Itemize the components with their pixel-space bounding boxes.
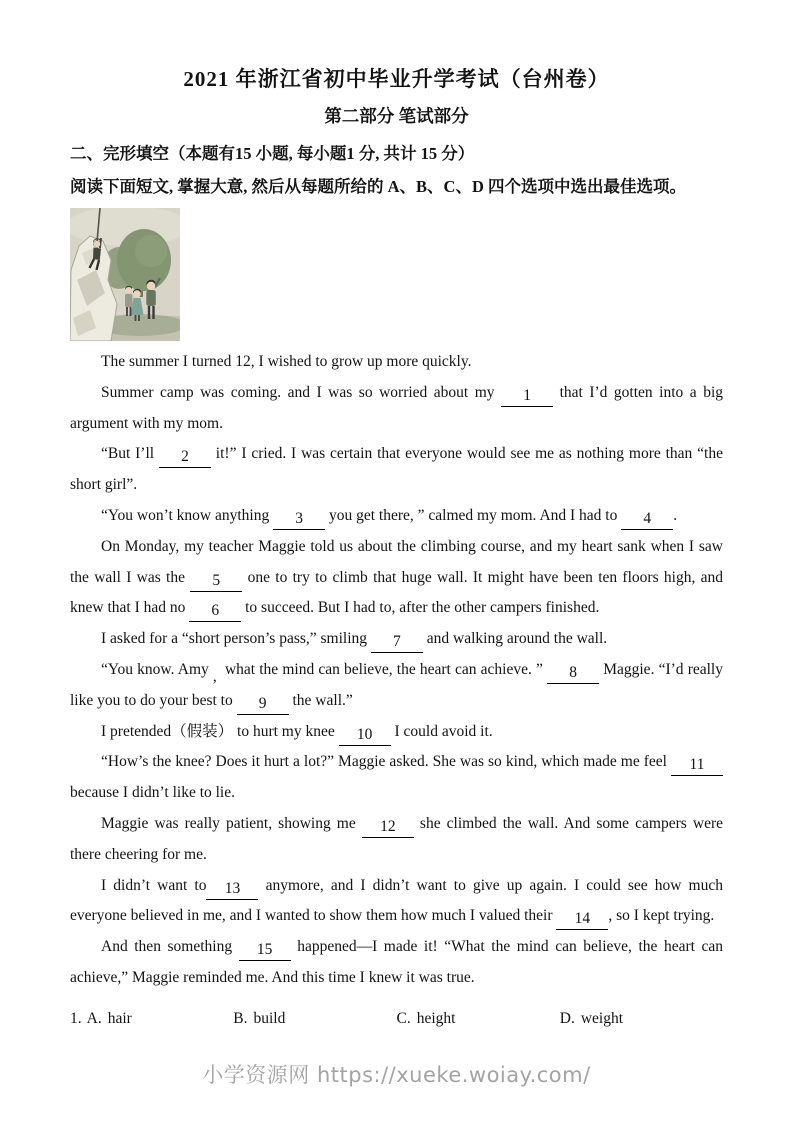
cloze-blank-4: 4 bbox=[621, 509, 673, 530]
cloze-blank-10: 10 bbox=[339, 725, 391, 746]
option-a-label: A. bbox=[86, 1009, 102, 1027]
cloze-blank-14: 14 bbox=[556, 909, 608, 930]
cloze-blank-5: 5 bbox=[190, 571, 242, 592]
cloze-blank-3: 3 bbox=[273, 509, 325, 530]
option-a-text: hair bbox=[107, 1009, 132, 1027]
passage-paragraph: And then something 15 happened—I made it! “What the mind can believe, the heart can achieve,” Maggie reminded me. And this time I knew it was true. bbox=[70, 938, 723, 986]
option-d-label: D. bbox=[559, 1009, 575, 1027]
cloze-blank-6: 6 bbox=[189, 601, 241, 622]
question-1-options bbox=[70, 1003, 723, 1034]
cloze-blank-7: 7 bbox=[371, 632, 423, 653]
option-b-text: build bbox=[253, 1009, 286, 1027]
passage-paragraph: The summer I turned 12, I wished to grow up more quickly. bbox=[101, 353, 472, 370]
cloze-blank-13: 13 bbox=[206, 879, 258, 900]
passage-paragraph: I asked for a “short person’s pass,” smiling 7 and walking around the wall. bbox=[70, 624, 723, 655]
passage-paragraph: “But I’ll 2 it!” I cried. I was certain that everyone would see me as nothing more than “the short girl”. bbox=[70, 445, 723, 494]
offset-comma: , bbox=[212, 667, 217, 685]
passage-paragraph: On Monday, my teacher Maggie told us about the climbing course, and my heart sank when I saw the wall I was the 5 one to try to climb that huge wall. It might have been ten floors high, and knew that I had no 6 to succeed. But I had to, after the other campers finished. bbox=[70, 532, 723, 624]
option-d-text: weight bbox=[580, 1009, 624, 1027]
option-b-label: B. bbox=[233, 1009, 248, 1027]
page-title: 2021 年浙江省初中毕业升学考试（台州卷） bbox=[183, 67, 610, 91]
part-heading: 第二部分 笔试部分 bbox=[324, 106, 469, 126]
passage-paragraph: Summer camp was coming. and I was so worried about my 1 that I’d gotten into a big argument with my mom. bbox=[70, 383, 724, 432]
watermark-footer: 小学资源网 https://xueke.woiay.com/ bbox=[202, 1063, 591, 1087]
cloze-blank-12: 12 bbox=[362, 817, 414, 838]
section-heading: 二、完形填空（本题有15 小题, 每小题1 分, 共计 15 分） bbox=[70, 144, 475, 163]
climbing-illustration bbox=[70, 208, 180, 341]
cloze-blank-8: 8 bbox=[547, 663, 599, 684]
passage-paragraph: Maggie was really patient, showing me 12 she climbed the wall. And some campers were there cheering for me. bbox=[70, 814, 723, 863]
option-a bbox=[70, 1003, 233, 1034]
passage-paragraph: “You won’t know anything 3 you get there, ” calmed my mom. And I had to 4 . bbox=[70, 501, 723, 532]
cloze-blank-15: 15 bbox=[239, 940, 291, 961]
cloze-blank-11: 11 bbox=[671, 755, 723, 776]
option-c-text: height bbox=[416, 1009, 456, 1027]
option-d bbox=[560, 1003, 723, 1034]
instructions-text: 阅读下面短文, 掌握大意, 然后从每题所给的 A、B、C、D 四个选项中选出最佳选项。 bbox=[70, 177, 687, 196]
cloze-passage bbox=[70, 347, 723, 994]
cloze-blank-2: 2 bbox=[159, 447, 211, 468]
passage-paragraph: I pretended（假装） to hurt my knee 10 I could avoid it. bbox=[70, 717, 723, 748]
cloze-blank-1: 1 bbox=[501, 386, 553, 407]
passage-paragraph: “How’s the knee? Does it hurt a lot?” Maggie asked. She was so kind, which made me feel 11 because I didn’t like to lie. bbox=[70, 747, 723, 809]
passage-paragraph: “You know. Amy , what the mind can believe, the heart can achieve. ” 8 Maggie. “I’d really like you to do your best to 9 the wall.” bbox=[70, 655, 723, 717]
option-c bbox=[397, 1003, 560, 1034]
option-c-label: C. bbox=[396, 1009, 411, 1027]
cloze-blank-9: 9 bbox=[237, 694, 289, 715]
question-number: 1. bbox=[70, 1009, 82, 1027]
passage-paragraph: I didn’t want to 13 anymore, and I didn’t want to give up again. I could see how much everyone believed in me, and I wanted to show them how much I valued their 14 , so I kept trying. bbox=[70, 871, 723, 933]
option-b bbox=[233, 1003, 396, 1034]
